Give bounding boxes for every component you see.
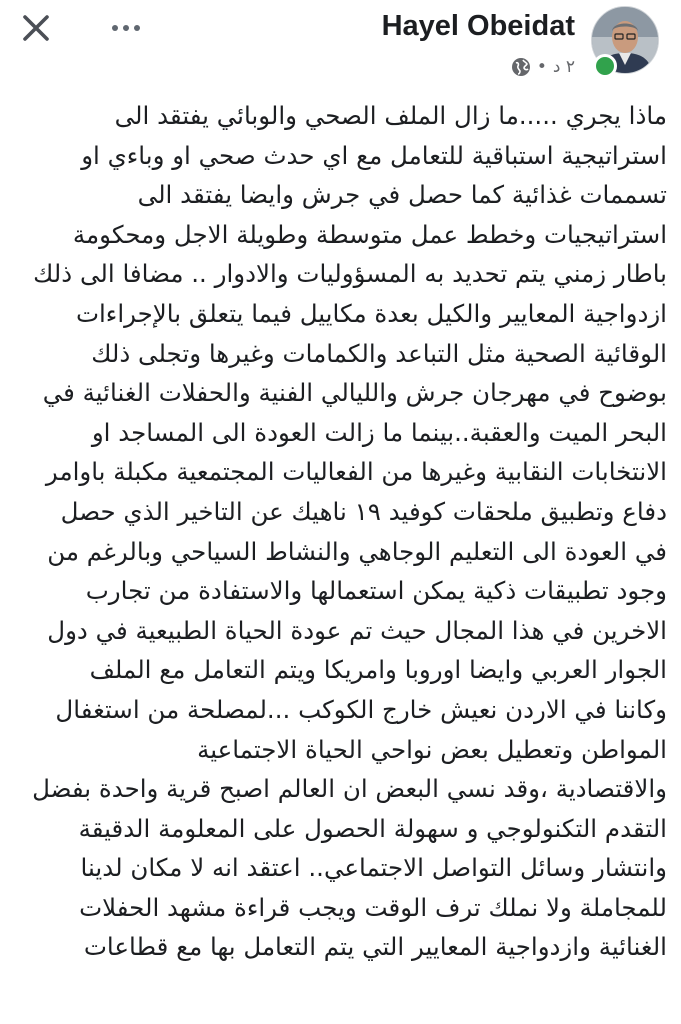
post-text-line: الانتخابات النقابية وغيرها من الفعاليات المجتمعية مكبلة باوامر bbox=[45, 457, 667, 487]
post-text-line: ازدواجية المعايير والكيل بعدة مكاييل فيما يتعلق بالإجراءات bbox=[75, 298, 667, 328]
more-options-dot bbox=[123, 25, 129, 31]
post-text-line: الجوار العربي وايضا اوروبا وامريكا ويتم التعامل مع الملف bbox=[89, 655, 667, 685]
more-options-icon bbox=[112, 25, 118, 31]
globe-icon bbox=[511, 57, 531, 77]
post-meta bbox=[511, 54, 575, 80]
post-text-line: وجود تطبيقات ذكية يمكن استعمالها والاستفادة من تجارب bbox=[85, 576, 667, 606]
more-options-button[interactable] bbox=[104, 10, 148, 46]
post-time[interactable]: ٢ د bbox=[552, 57, 575, 77]
post-text-line: بوضوح في مهرجان جرش والليالي الفنية والحفلات الغنائية في bbox=[42, 378, 667, 408]
post-text-line: ماذا يجري .....ما زال الملف الصحي والوبائي يفتقد الى bbox=[114, 101, 667, 130]
post-text-line: باطار زمني يتم تحديد به المسؤوليات والادوار .. مضافا الى ذلك bbox=[33, 259, 667, 289]
post-text-line: وكاننا في الاردن نعيش خارج الكوكب ...لمصلحة من استغفال bbox=[55, 694, 667, 724]
avatar[interactable] bbox=[591, 6, 657, 78]
post-text-line: البحر الميت والعقبة..بينما ما زالت العودة الى المساجد او bbox=[91, 417, 667, 447]
post-text-line: الاخرين في هذا المجال حيث تم عودة الحياة الطبيعية في دول bbox=[47, 615, 667, 645]
post-text-line: والاقتصادية ،وقد نسي البعض ان العالم اصبح قرية واحدة بفضل bbox=[32, 774, 667, 804]
post-text-line: تسممات غذائية كما حصل في جرش وايضا يفتقد الى bbox=[137, 180, 667, 210]
more-options-dot bbox=[134, 25, 140, 31]
close-button[interactable] bbox=[16, 8, 56, 48]
post-text-line: التقدم التكنولوجي و سهولة الحصول على المعلومة الدقيقة bbox=[78, 813, 667, 843]
post-text-line: دفاع وتطبيق ملحقات كوفيد ١٩ ناهيك عن التاخير الذي حصل bbox=[60, 496, 667, 526]
post-text-line: استراتيجيات وخطط عمل متوسطة وطويلة الاجل ومحكومة bbox=[72, 219, 667, 249]
post-header bbox=[0, 0, 681, 90]
close-icon bbox=[21, 13, 51, 43]
post-text-line: المواطن وتعطيل بعض نواحي الحياة الاجتماعية bbox=[197, 734, 667, 764]
post-text-line: وانتشار وسائل التواصل الاجتماعي.. اعتقد انه لا مكان لدينا bbox=[80, 853, 667, 883]
post-text-line: في العودة الى التعليم الوجاهي والنشاط السياحي وبالرغم من bbox=[47, 536, 667, 566]
post-text-line: للمجاملة ولا نملك ترف الوقت ويجب قراءة مشهد الحفلات bbox=[79, 892, 667, 922]
post-text-line: الوقائية الصحية مثل التباعد والكمامات وغيرها وتجلى ذلك bbox=[91, 338, 667, 368]
post-text-line: الغنائية وازدواجية المعايير التي يتم التعامل بها مع قطاعات bbox=[83, 932, 667, 962]
separator-dot: • bbox=[536, 57, 547, 77]
online-status-dot bbox=[593, 54, 617, 78]
author-name[interactable]: Hayel Obeidat bbox=[381, 10, 575, 42]
post-text-line: استراتيجية استباقية للتعامل مع اي حدث صحي او وباءي او bbox=[81, 140, 667, 170]
post-body bbox=[12, 96, 667, 967]
